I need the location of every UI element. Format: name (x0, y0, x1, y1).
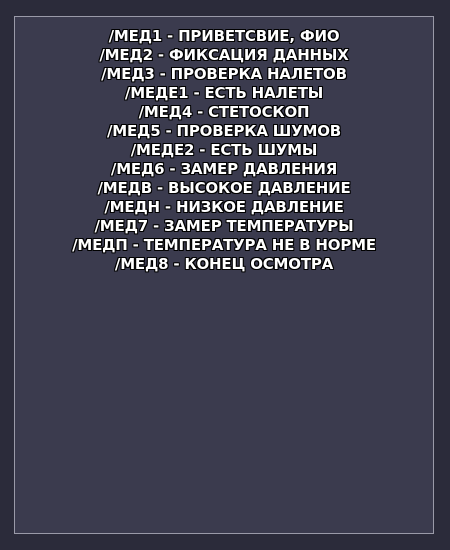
command-item-med8: /МЕД8 - КОНЕЦ ОСМОТРА (114, 255, 334, 273)
command-list-panel (14, 16, 434, 534)
command-item-medv: /МЕДВ - ВЫСОКОЕ ДАВЛЕНИЕ (97, 179, 351, 197)
command-item-mede1: /МЕДЕ1 - ЕСТЬ НАЛЕТЫ (124, 84, 324, 102)
command-item-med2: /МЕД2 - ФИКСАЦИЯ ДАННЫХ (99, 46, 349, 64)
command-item-medn: /МЕДН - НИЗКОЕ ДАВЛЕНИЕ (104, 198, 344, 216)
command-item-med7: /МЕД7 - ЗАМЕР ТЕМПЕРАТУРЫ (94, 217, 354, 235)
command-item-med6: /МЕД6 - ЗАМЕР ДАВЛЕНИЯ (110, 160, 338, 178)
command-list (15, 27, 433, 274)
command-item-med5: /МЕД5 - ПРОВЕРКА ШУМОВ (107, 122, 341, 140)
command-item-medp: /МЕДП - ТЕМПЕРАТУРА НЕ В НОРМЕ (72, 236, 376, 254)
command-item-med4: /МЕД4 - СТЕТОСКОП (138, 103, 310, 121)
command-item-med3: /МЕД3 - ПРОВЕРКА НАЛЕТОВ (101, 65, 347, 83)
command-item-mede2: /МЕДЕ2 - ЕСТЬ ШУМЫ (130, 141, 318, 159)
command-item-med1: /МЕД1 - ПРИВЕТСВИЕ, ФИО (108, 27, 340, 45)
